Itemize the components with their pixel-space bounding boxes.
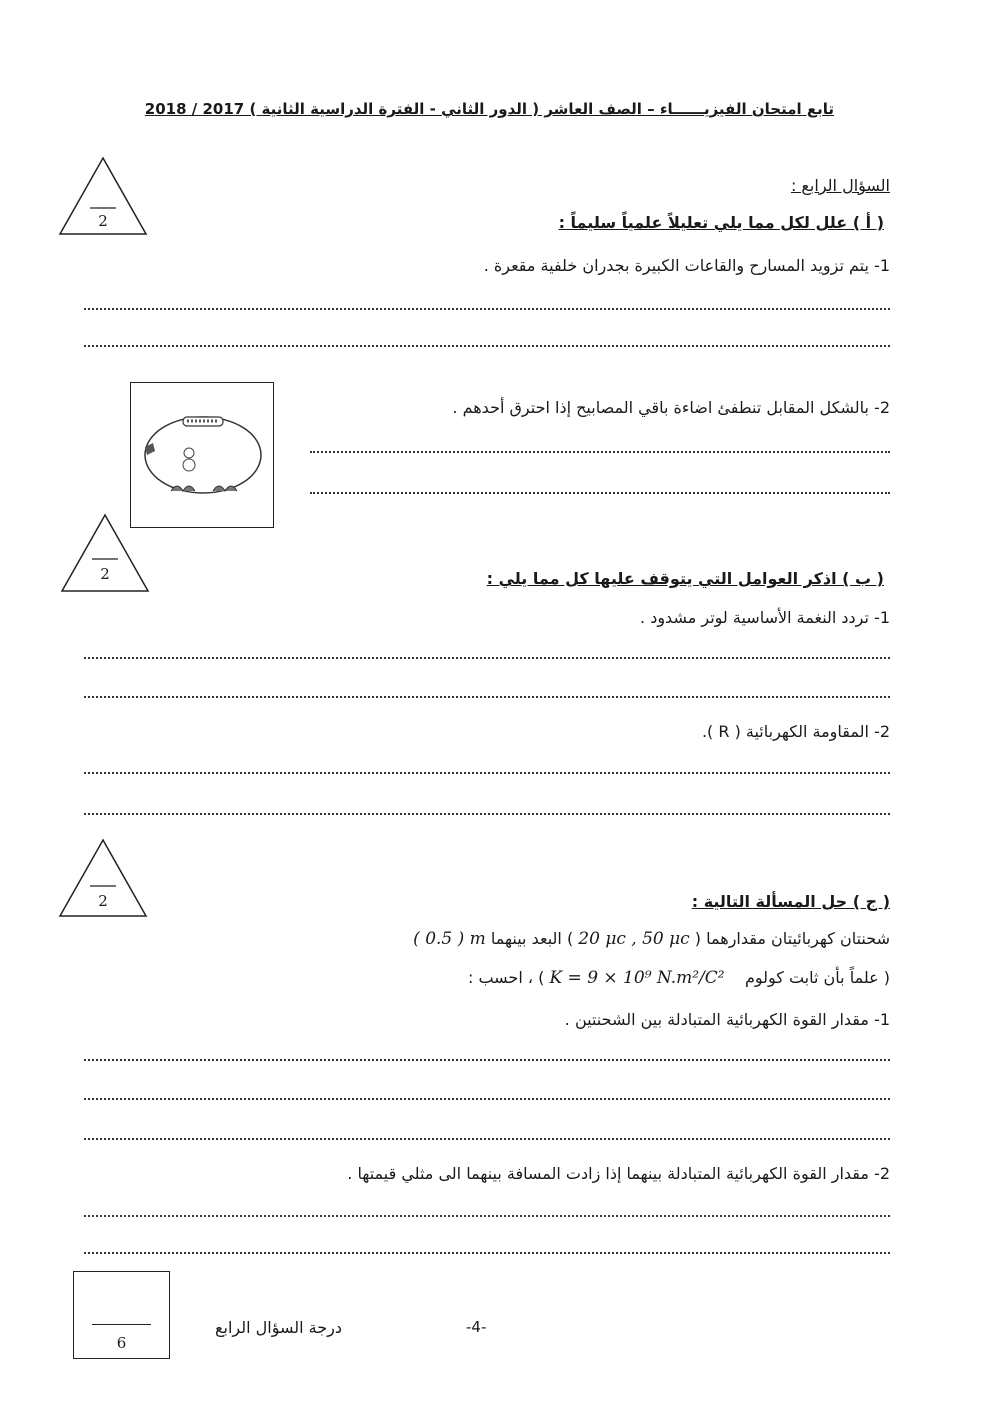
footer-score-label: درجة السؤال الرابع [215,1318,342,1337]
part-b-title: ( ب ) اذكر العوامل التي يتوقف عليها كل مما يلي : [486,569,884,588]
answer-line[interactable] [84,1059,890,1061]
total-score-box [73,1271,170,1359]
part-a-item-1: 1- يتم تزويد المسارح والقاعات الكبيرة بجدران خلفية مقعرة . [483,256,890,275]
score-triangle-b [60,513,150,593]
coulomb-constant: K = 9 × 10⁹ N.m²/C² [549,968,725,988]
problem-statement-line-1 [413,929,890,949]
question-title: السؤال الرابع : [790,176,890,195]
part-c-item-2: 2- مقدار القوة الكهربائية المتبادلة بينهما إذا زادت المسافة بينهما الى مثلي قيمتها . [347,1164,890,1183]
part-a-item-2: 2- بالشكل المقابل تنطفئ اضاءة باقي المصابيح إذا احترق أحدهم . [452,398,890,417]
part-a-title: ( أ ) علل لكل مما يلي تعليلاً علمياً سليماً : [558,213,884,232]
score-divider [92,1324,151,1325]
score-triangle-c [58,838,148,918]
answer-line[interactable] [84,1138,890,1140]
answer-line[interactable] [84,1252,890,1254]
score-value-c: 2 [98,892,108,910]
coulomb-intro: ( علماً بأن ثابت كولوم [744,968,890,987]
circuit-figure [130,382,274,528]
answer-line[interactable] [84,657,890,659]
score-value-b: 2 [100,565,110,583]
answer-line[interactable] [84,1215,890,1217]
charges-intro: شحنتان كهربائيتان مقدارهما ( [694,929,890,948]
score-triangle-a [58,156,148,236]
series-circuit-icon [131,383,273,527]
score-value-a: 2 [98,212,108,230]
answer-line[interactable] [84,813,890,815]
distance-value: ( 0.5 ) m [413,929,486,949]
part-c-title: ( ج ) حل المسألة التالية : [691,892,890,911]
exam-header: تابع امتحان الفيزيــــــاء – الصف العاشر ( الدور الثاني - الفترة الدراسية الثانية ) 2017 / 2018 [144,100,834,118]
answer-line[interactable] [84,1098,890,1100]
part-b-item-2: 2- المقاومة الكهربائية ( R ). [701,722,890,741]
answer-line[interactable] [84,696,890,698]
distance-intro: ) البعد بينهما [490,929,574,948]
part-c-item-1: 1- مقدار القوة الكهربائية المتبادلة بين الشحنتين . [564,1010,890,1029]
answer-line[interactable] [84,772,890,774]
total-score-value: 6 [116,1334,127,1352]
problem-statement-line-2 [468,968,890,988]
charges-values: 20 μc , 50 μc [578,929,690,949]
answer-line[interactable] [84,345,890,347]
answer-line[interactable] [84,308,890,310]
calculate-label: ) ، احسب : [467,968,545,987]
page-number: -4- [466,1318,487,1336]
answer-line[interactable] [310,492,890,494]
part-b-item-1: 1- تردد النغمة الأساسية لوتر مشدود . [640,608,890,627]
answer-line[interactable] [310,451,890,453]
